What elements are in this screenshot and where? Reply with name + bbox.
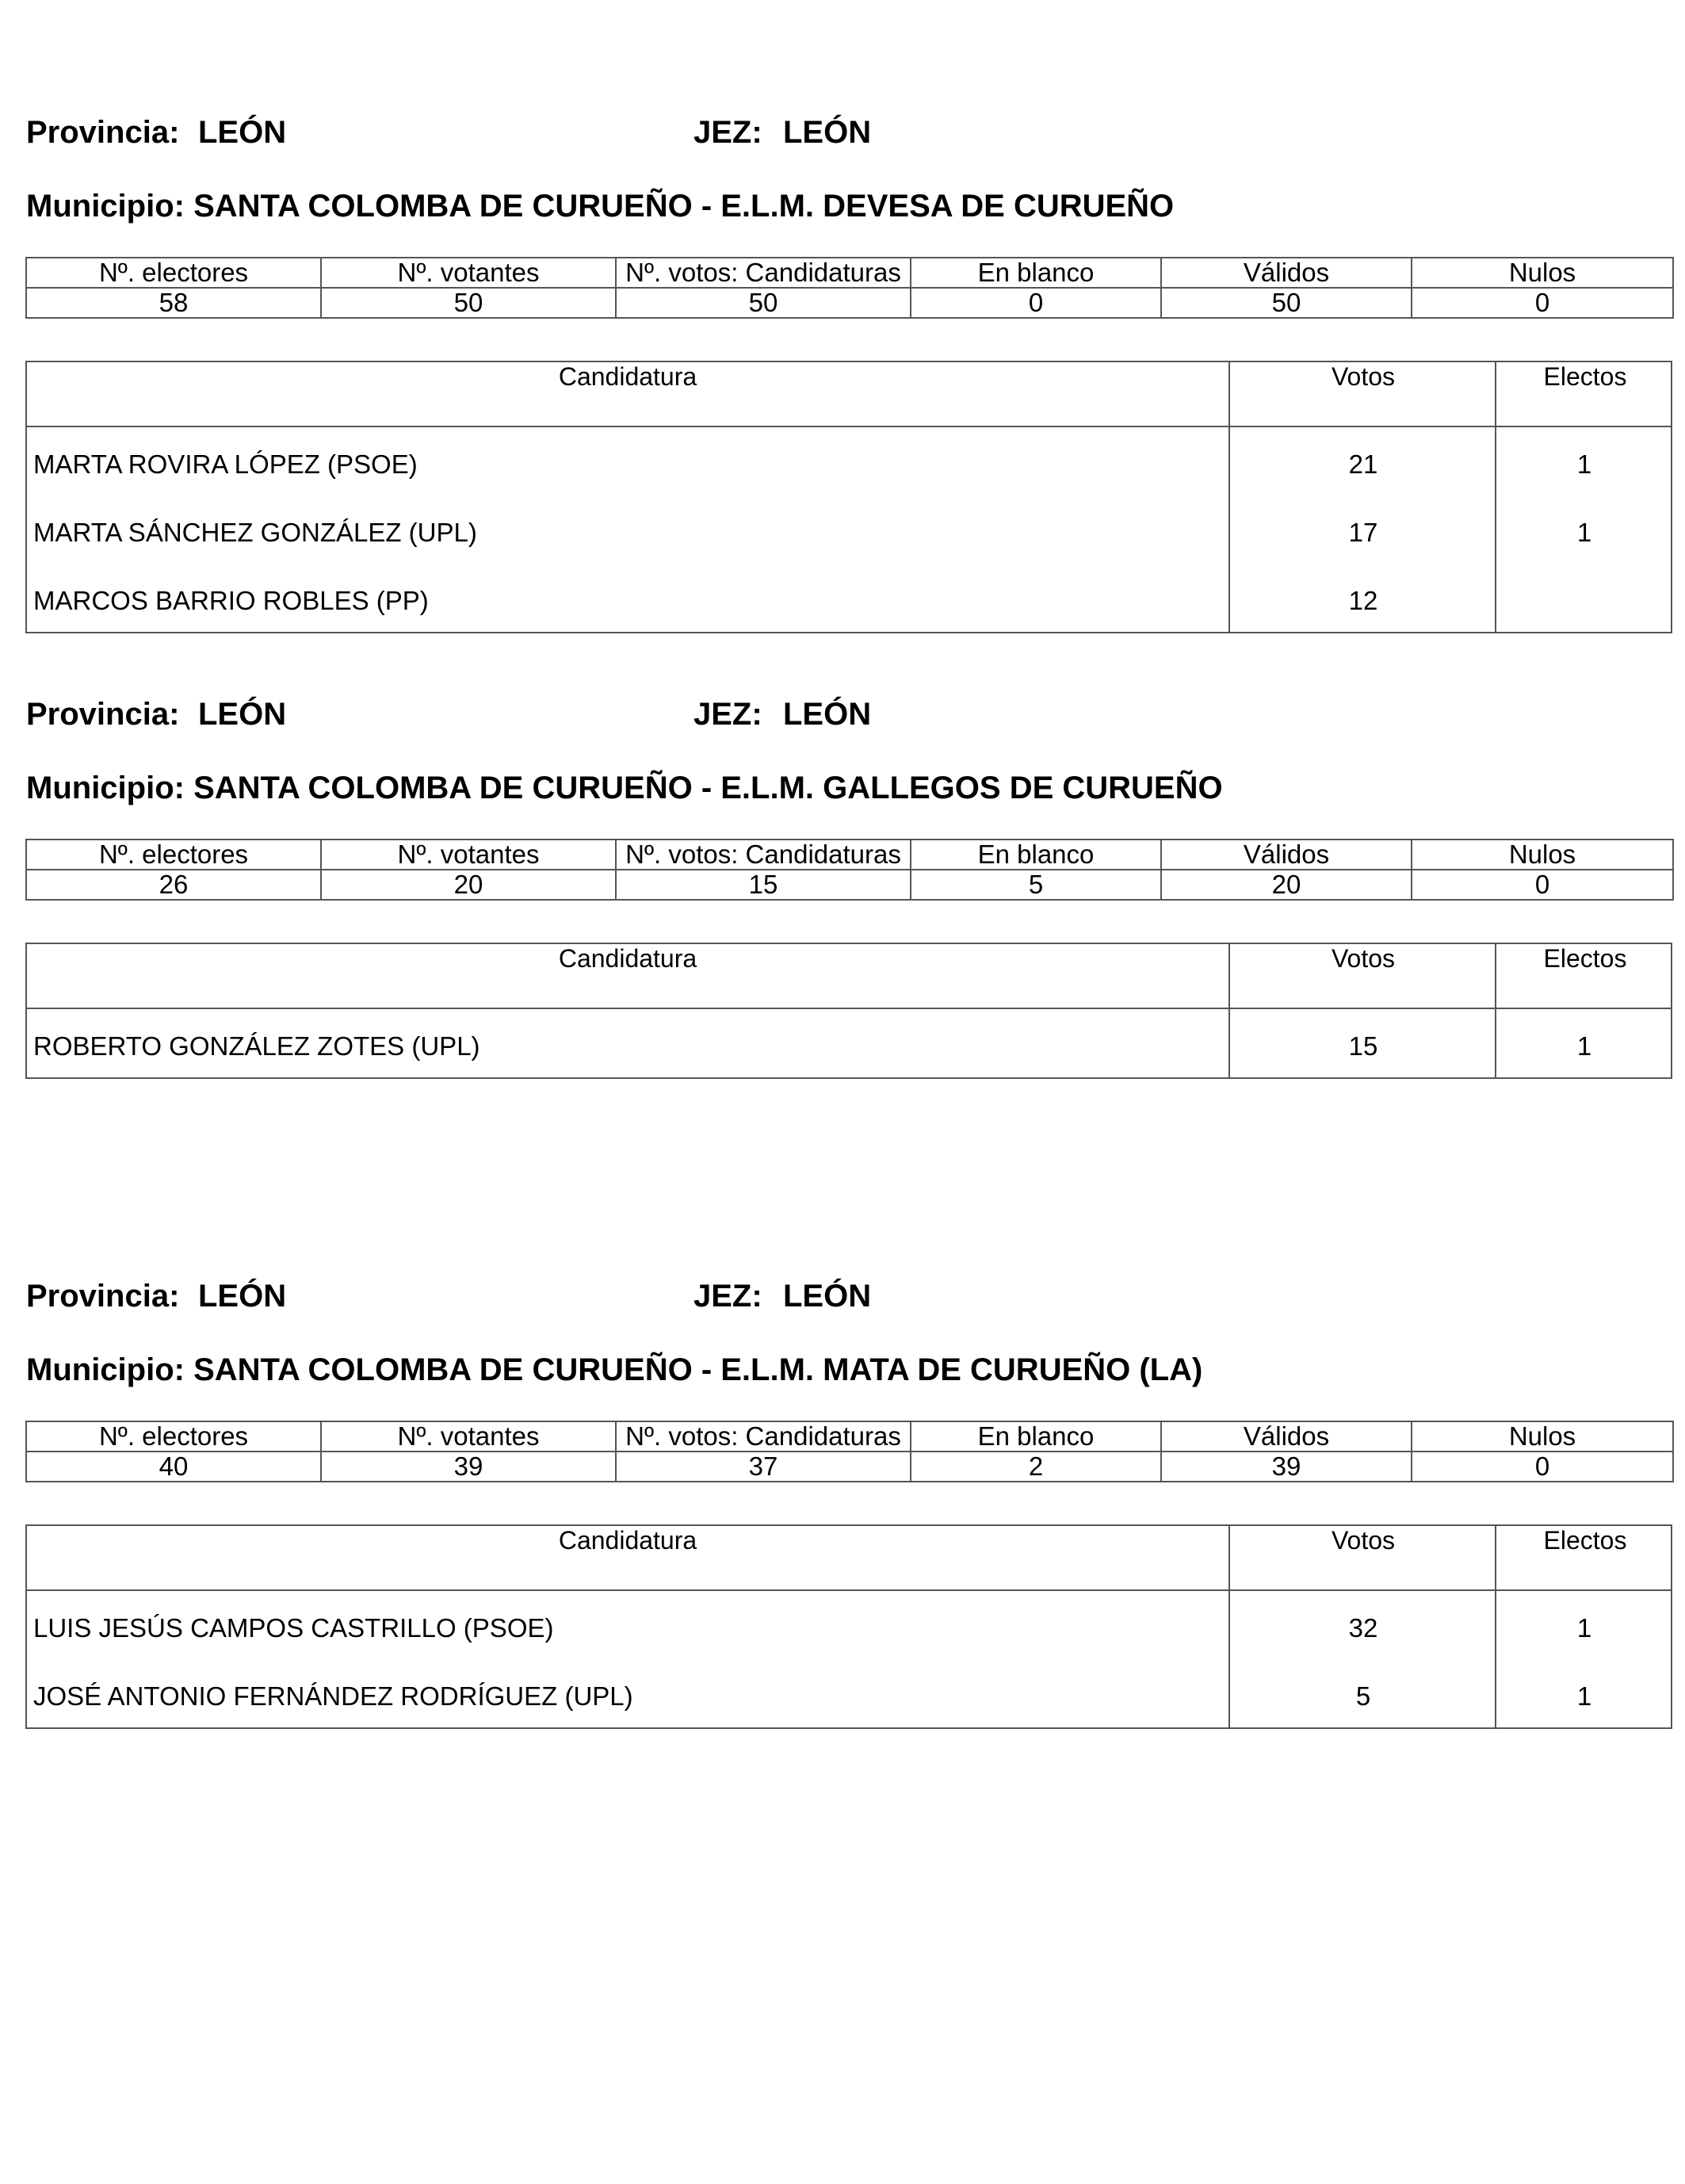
stats-validos: 39 xyxy=(1161,1452,1412,1482)
candidates-body xyxy=(27,1009,1671,1077)
stats-electores: 26 xyxy=(26,870,321,900)
provincia-value: LEÓN xyxy=(198,1279,287,1314)
header-electos: Electos xyxy=(1495,362,1674,426)
stats-value-row xyxy=(26,1452,1673,1482)
candidate-votos: 5 xyxy=(1355,1681,1371,1711)
stats-en-blanco: 2 xyxy=(911,1452,1161,1482)
stats-header-row xyxy=(26,258,1673,288)
candidate-electos: 1 xyxy=(1576,1613,1592,1643)
candidates-body xyxy=(27,1591,1671,1727)
province-row xyxy=(0,115,1685,155)
header-electos: Electos xyxy=(1495,944,1674,1008)
candidate-electos: 1 xyxy=(1576,518,1592,547)
stats-header-votos-candidaturas: Nº. votos: Candidaturas xyxy=(616,840,911,870)
candidate-votos: 32 xyxy=(1348,1613,1378,1643)
stats-en-blanco: 5 xyxy=(911,870,1161,900)
jez-label: JEZ: xyxy=(693,697,762,732)
stats-header-validos: Válidos xyxy=(1161,1421,1412,1452)
candidate-electos: 1 xyxy=(1576,1681,1592,1711)
candidates-header xyxy=(27,362,1671,427)
stats-header-validos: Válidos xyxy=(1161,258,1412,288)
municipio-row xyxy=(0,771,1685,810)
header-candidatura: Candidatura xyxy=(558,1526,697,1555)
municipio-label: Municipio: xyxy=(26,189,185,224)
header-votos: Votos xyxy=(1228,944,1496,1008)
stats-votantes: 50 xyxy=(321,288,616,318)
header-electos: Electos xyxy=(1495,1526,1674,1589)
stats-header-electores: Nº. electores xyxy=(26,840,321,870)
municipio-value: SANTA COLOMBA DE CURUEÑO - E.L.M. DEVESA DE CURUEÑO xyxy=(193,189,1175,224)
stats-header-votantes: Nº. votantes xyxy=(321,258,616,288)
jez-label: JEZ: xyxy=(693,115,762,150)
stats-votantes: 39 xyxy=(321,1452,616,1482)
stats-header-votos-candidaturas: Nº. votos: Candidaturas xyxy=(616,1421,911,1452)
stats-validos: 50 xyxy=(1161,288,1412,318)
municipio-row xyxy=(0,189,1685,228)
municipio-heading xyxy=(26,1352,1202,1388)
stats-votantes: 20 xyxy=(321,870,616,900)
municipio-heading xyxy=(26,771,1223,806)
candidates-table xyxy=(25,943,1672,1079)
provincia-value: LEÓN xyxy=(198,697,287,732)
candidate-name: LUIS JESÚS CAMPOS CASTRILLO (PSOE) xyxy=(33,1613,554,1643)
stats-nulos: 0 xyxy=(1412,1452,1673,1482)
candidate-name: ROBERTO GONZÁLEZ ZOTES (UPL) xyxy=(33,1031,480,1061)
table-row xyxy=(27,1009,1671,1077)
stats-header-votantes: Nº. votantes xyxy=(321,1421,616,1452)
jez-value: LEÓN xyxy=(783,115,872,150)
provincia-label: Provincia: xyxy=(26,697,180,732)
municipio-label: Municipio: xyxy=(26,1352,185,1387)
table-row xyxy=(27,427,1671,495)
stats-value-row xyxy=(26,870,1673,900)
stats-header-nulos: Nulos xyxy=(1412,840,1673,870)
candidate-electos: 1 xyxy=(1576,1031,1592,1061)
municipio-label: Municipio: xyxy=(26,771,185,805)
candidates-header xyxy=(27,944,1671,1009)
stats-table xyxy=(25,257,1674,319)
header-votos: Votos xyxy=(1228,1526,1496,1589)
candidates-header xyxy=(27,1526,1671,1591)
stats-header-validos: Válidos xyxy=(1161,840,1412,870)
stats-header-votos-candidaturas: Nº. votos: Candidaturas xyxy=(616,258,911,288)
stats-value-row xyxy=(26,288,1673,318)
candidate-name: MARTA ROVIRA LÓPEZ (PSOE) xyxy=(33,449,418,479)
stats-electores: 40 xyxy=(26,1452,321,1482)
candidate-votos: 21 xyxy=(1348,449,1378,479)
municipio-row xyxy=(0,1352,1685,1392)
municipio-value: SANTA COLOMBA DE CURUEÑO - E.L.M. GALLEGOS DE CURUEÑO xyxy=(193,771,1223,805)
stats-electores: 58 xyxy=(26,288,321,318)
stats-validos: 20 xyxy=(1161,870,1412,900)
municipio-value: SANTA COLOMBA DE CURUEÑO - E.L.M. MATA DE CURUEÑO (LA) xyxy=(193,1352,1203,1387)
stats-header-row xyxy=(26,840,1673,870)
table-row xyxy=(27,1659,1671,1727)
table-row xyxy=(27,495,1671,564)
stats-header-electores: Nº. electores xyxy=(26,258,321,288)
province-row xyxy=(0,1279,1685,1318)
stats-table xyxy=(25,839,1674,901)
stats-nulos: 0 xyxy=(1412,870,1673,900)
stats-votos-candidaturas: 37 xyxy=(616,1452,911,1482)
candidate-votos: 12 xyxy=(1348,586,1378,615)
candidate-votos: 15 xyxy=(1348,1031,1378,1061)
table-row xyxy=(27,564,1671,632)
stats-header-nulos: Nulos xyxy=(1412,258,1673,288)
candidate-name: MARCOS BARRIO ROBLES (PP) xyxy=(33,586,429,615)
candidates-table xyxy=(25,361,1672,633)
stats-votos-candidaturas: 50 xyxy=(616,288,911,318)
provincia-value: LEÓN xyxy=(198,115,287,150)
header-votos: Votos xyxy=(1228,362,1496,426)
candidate-votos: 17 xyxy=(1348,518,1378,547)
province-row xyxy=(0,697,1685,736)
stats-header-electores: Nº. electores xyxy=(26,1421,321,1452)
stats-header-row xyxy=(26,1421,1673,1452)
stats-table xyxy=(25,1421,1674,1482)
stats-votos-candidaturas: 15 xyxy=(616,870,911,900)
provincia-label: Provincia: xyxy=(26,1279,180,1314)
jez-value: LEÓN xyxy=(783,1279,872,1314)
stats-header-en-blanco: En blanco xyxy=(911,1421,1161,1452)
candidate-name: JOSÉ ANTONIO FERNÁNDEZ RODRÍGUEZ (UPL) xyxy=(33,1681,633,1711)
candidate-electos: 1 xyxy=(1576,449,1592,479)
municipio-heading xyxy=(26,189,1174,224)
jez-label: JEZ: xyxy=(693,1279,762,1314)
stats-header-en-blanco: En blanco xyxy=(911,840,1161,870)
stats-header-nulos: Nulos xyxy=(1412,1421,1673,1452)
candidates-body xyxy=(27,427,1671,632)
stats-en-blanco: 0 xyxy=(911,288,1161,318)
header-candidatura: Candidatura xyxy=(558,944,697,973)
jez-value: LEÓN xyxy=(783,697,872,732)
candidate-name: MARTA SÁNCHEZ GONZÁLEZ (UPL) xyxy=(33,518,477,547)
stats-header-votantes: Nº. votantes xyxy=(321,840,616,870)
stats-header-en-blanco: En blanco xyxy=(911,258,1161,288)
candidates-table xyxy=(25,1524,1672,1729)
stats-nulos: 0 xyxy=(1412,288,1673,318)
provincia-label: Provincia: xyxy=(26,115,180,150)
table-row xyxy=(27,1591,1671,1659)
header-candidatura: Candidatura xyxy=(558,362,697,391)
